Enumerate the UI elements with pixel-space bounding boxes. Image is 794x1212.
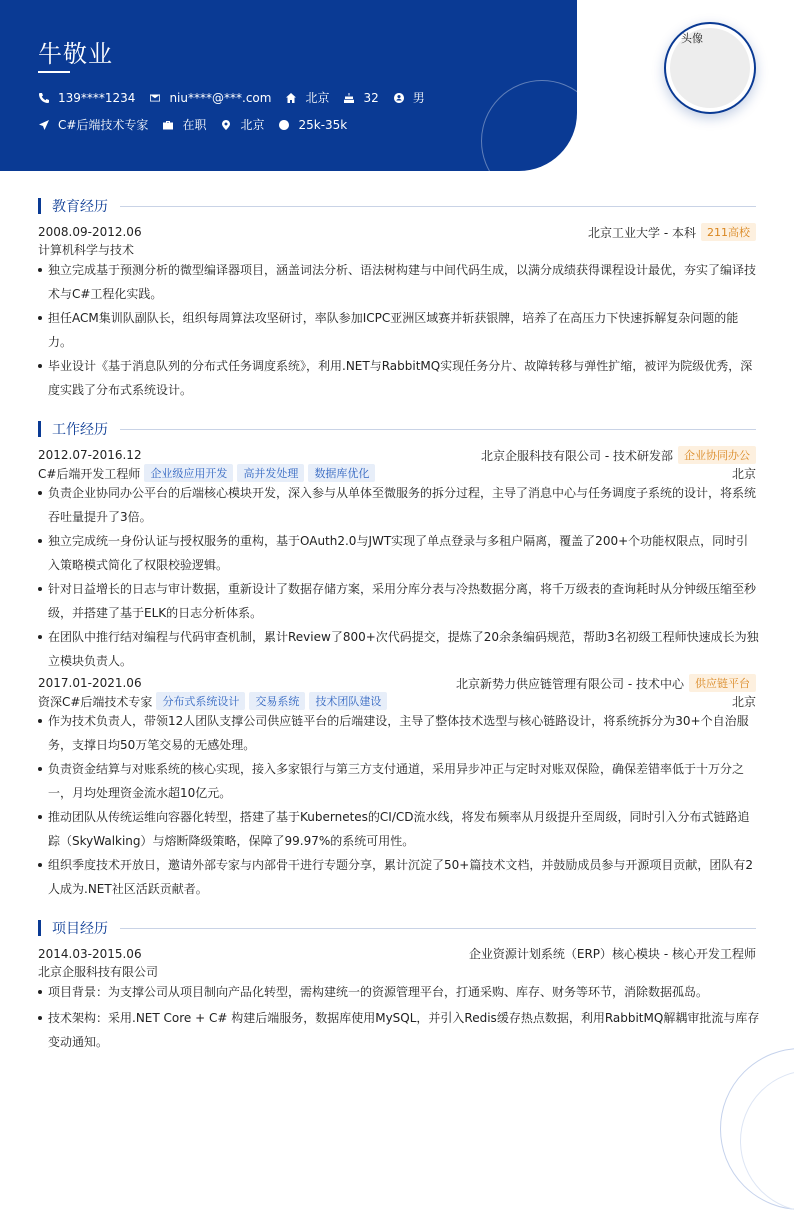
project-company: 北京企服科技有限公司: [38, 965, 159, 979]
position-item: [38, 116, 148, 133]
section-title-text: 教育经历: [52, 199, 108, 215]
education-major: 计算机科学与技术: [38, 243, 135, 257]
status-text: 在职: [182, 118, 207, 132]
avatar: [664, 22, 756, 114]
target-city-text: 北京: [240, 118, 265, 132]
section-title-education: [38, 196, 756, 216]
briefcase-icon: [162, 119, 174, 131]
skill-tag: 高并发处理: [237, 464, 304, 482]
list-item: 独立完成统一身份认证与授权服务的重构，基于OAuth2.0与JWT实现了单点登录与多租户隔离，覆盖了200+个功能权限点，同时引入策略模式简化了权限校验逻辑。: [38, 529, 760, 577]
list-item: 项目背景：为支撑公司从项目制向产品化转型，需构建统一的资源管理平台，打通采购、库存、财务等环节，消除数据孤岛。: [38, 980, 760, 1004]
cake-icon: [343, 92, 355, 104]
list-item: 担任ACM集训队副队长，组织每周算法攻坚研讨，率队参加ICPC亚洲区域赛并斩获银牌，培养了在高压力下快速拆解复杂问题的能力。: [38, 306, 760, 354]
project-date: 2014.03-2015.06: [38, 946, 142, 961]
intention-row: [38, 116, 361, 133]
education-school: 北京工业大学 - 本科: [588, 225, 696, 240]
section-title-text: 项目经历: [52, 921, 108, 937]
gender-item: [393, 89, 425, 106]
section-bar: [38, 198, 41, 214]
home-icon: [285, 92, 297, 104]
skill-tag: 技术团队建设: [309, 692, 387, 710]
name-underline: [38, 71, 70, 73]
gender-text: 男: [412, 91, 425, 105]
location-pin-icon: [220, 119, 232, 131]
list-item: 技术架构：采用.NET Core + C# 构建后端服务，数据库使用MySQL，并引入Redis缓存热点数据，利用RabbitMQ解耦审批流与库存变动通知。: [38, 1006, 760, 1054]
avatar-label: 头像: [681, 32, 703, 45]
contact-row: [38, 89, 439, 106]
city-text: 北京: [305, 91, 330, 105]
education-date: 2008.09-2012.06: [38, 225, 142, 239]
age-text: 32: [363, 90, 379, 105]
work-title: C#后端开发工程师: [38, 466, 141, 481]
work-title-row: [38, 692, 756, 710]
email-icon: [149, 92, 161, 104]
work-title: 资深C#后端技术专家: [38, 694, 153, 709]
salary-item: [278, 118, 347, 132]
section-divider: [120, 928, 756, 929]
work-date: 2012.07-2016.12: [38, 448, 142, 462]
work-company: 北京企服科技有限公司 - 技术研发部: [481, 448, 673, 463]
candidate-name: 牛敬业: [38, 40, 113, 68]
work-company-tag: 供应链平台: [689, 674, 756, 692]
list-item: 作为技术负责人，带领12人团队支撑公司供应链平台的后端建设，主导了整体技术选型与核心链路设计，将系统拆分为30+个自治服务，支撑日均50万笔交易的无感处理。: [38, 709, 760, 757]
work-city: 北京: [731, 694, 756, 709]
work-header: [38, 674, 756, 692]
section-title-work: [38, 419, 756, 439]
section-divider: [120, 429, 756, 430]
phone-item: [38, 91, 135, 105]
salary-text: 25k-35k: [298, 117, 348, 132]
skill-tag: 数据库优化: [308, 464, 375, 482]
header-banner: [0, 0, 577, 171]
work-date: 2017.01-2021.06: [38, 676, 142, 690]
send-icon: [38, 119, 50, 131]
section-title-text: 工作经历: [52, 422, 108, 438]
money-icon: [278, 119, 290, 131]
project-company-row: [38, 963, 756, 980]
target-city-item: [220, 116, 264, 133]
education-major-row: [38, 241, 756, 258]
email-text: niu****@***.com: [169, 90, 272, 105]
list-item: 独立完成基于预测分析的微型编译器项目，涵盖词法分析、语法树构建与中间代码生成，以满分成绩获得课程设计最优，夯实了编译技术与C#工程化实践。: [38, 258, 760, 306]
age-item: [343, 91, 378, 105]
section-bar: [38, 920, 41, 936]
section-title-project: [38, 918, 756, 938]
section-bar: [38, 421, 41, 437]
section-divider: [120, 206, 756, 207]
phone-text: 139****1234: [58, 90, 136, 105]
project-name: 企业资源计划系统（ERP）核心模块 - 核心开发工程师: [468, 947, 756, 961]
work-title-row: [38, 464, 756, 482]
phone-icon: [38, 92, 50, 104]
list-item: 组织季度技术开放日，邀请外部专家与内部骨干进行专题分享，累计沉淀了50+篇技术文档，并鼓励成员参与开源项目贡献，团队有2人成为.NET社区活跃贡献者。: [38, 853, 760, 901]
education-header: [38, 223, 756, 241]
position-text: C#后端技术专家: [58, 118, 149, 132]
user-circle-icon: [393, 92, 405, 104]
city-item: [285, 89, 329, 106]
work-company-tag: 企业协同办公: [678, 446, 756, 464]
status-item: [162, 116, 206, 133]
list-item: 负责资金结算与对账系统的核心实现，接入多家银行与第三方支付通道，采用异步冲正与定时对账双保险，确保差错率低于十万分之一，月均处理资金流水超10亿元。: [38, 757, 760, 805]
education-tag: 211高校: [701, 223, 756, 241]
work-city: 北京: [731, 466, 756, 481]
list-item: 推动团队从传统运维向容器化转型，搭建了基于Kubernetes的CI/CD流水线，将发布频率从月级提升至周级，同时引入分布式链路追踪（SkyWalking）与熔断降级策略，保障了99.97%的系统可用性。: [38, 805, 760, 853]
list-item: 毕业设计《基于消息队列的分布式任务调度系统》，利用.NET与RabbitMQ实现任务分片、故障转移与弹性扩缩，被评为院级优秀，深度实践了分布式系统设计。: [38, 354, 760, 402]
work-company: 北京新势力供应链管理有限公司 - 技术中心: [456, 676, 684, 691]
decorative-circle: [481, 80, 577, 171]
list-item: 在团队中推行结对编程与代码审查机制，累计Review了800+次代码提交，提炼了20余条编码规范，帮助3名初级工程师快速成长为独立模块负责人。: [38, 625, 760, 673]
list-item: 负责企业协同办公平台的后端核心模块开发，深入参与从单体至微服务的拆分过程，主导了消息中心与任务调度子系统的设计，将系统吞吐量提升了3倍。: [38, 481, 760, 529]
project-header: [38, 945, 756, 962]
email-item: [149, 91, 271, 105]
skill-tag: 交易系统: [249, 692, 305, 710]
list-item: 针对日益增长的日志与审计数据，重新设计了数据存储方案，采用分库分表与冷热数据分离，将千万级表的查询耗时从分钟级压缩至秒级，并搭建了基于ELK的日志分析体系。: [38, 577, 760, 625]
skill-tag: 企业级应用开发: [144, 464, 233, 482]
skill-tag: 分布式系统设计: [156, 692, 245, 710]
work-header: [38, 446, 756, 464]
